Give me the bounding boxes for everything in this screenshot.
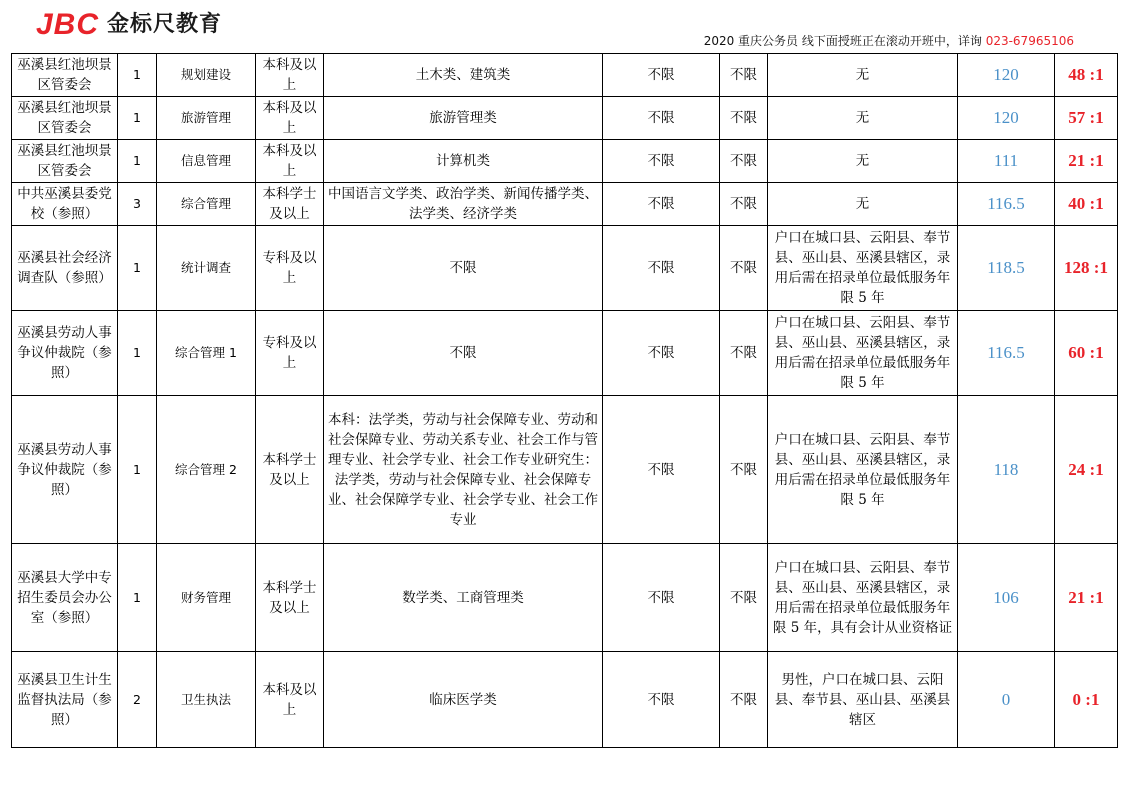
cell-major: 中国语言文学类、政治学类、新闻传播学类、法学类、经济学类 <box>324 183 603 226</box>
cell-count: 1 <box>118 54 157 97</box>
cell-score: 118 <box>958 396 1055 544</box>
cell-position: 统计调查 <box>157 226 256 311</box>
table-row <box>12 226 1118 311</box>
cell-major: 计算机类 <box>324 140 603 183</box>
cell-education: 本科学士及以上 <box>256 183 324 226</box>
cell-major: 临床医学类 <box>324 652 603 748</box>
cell-count: 1 <box>118 226 157 311</box>
cell-position: 信息管理 <box>157 140 256 183</box>
cell-ratio: 0 :1 <box>1055 652 1118 748</box>
cell-ratio: 48 :1 <box>1055 54 1118 97</box>
cell-count: 2 <box>118 652 157 748</box>
cell-major: 本科：法学类，劳动与社会保障专业、劳动和社会保障专业、劳动关系专业、社会工作与管理专业、社会学专业、社会工作专业研究生：法学类，劳动与社会保障专业、社会保障专业、社会保障学专业、社会学专业、社会工作专业 <box>324 396 603 544</box>
cell-degree: 不限 <box>603 544 720 652</box>
cell-degree: 不限 <box>603 140 720 183</box>
cell-ratio: 21 :1 <box>1055 544 1118 652</box>
cell-political: 不限 <box>720 311 768 396</box>
cell-ratio: 21 :1 <box>1055 140 1118 183</box>
cell-position: 旅游管理 <box>157 97 256 140</box>
cell-score: 116.5 <box>958 311 1055 396</box>
cell-count: 3 <box>118 183 157 226</box>
cell-unit: 巫溪县社会经济调查队（参照） <box>12 226 118 311</box>
cell-score: 106 <box>958 544 1055 652</box>
cell-other: 户口在城口县、云阳县、奉节县、巫山县、巫溪县辖区，录用后需在招录单位最低服务年限 5 年 <box>768 226 958 311</box>
cell-education: 本科学士及以上 <box>256 396 324 544</box>
cell-position: 综合管理 2 <box>157 396 256 544</box>
cell-major: 不限 <box>324 311 603 396</box>
cell-score: 116.5 <box>958 183 1055 226</box>
table-row <box>12 396 1118 544</box>
cell-score: 120 <box>958 97 1055 140</box>
cell-major: 数学类、工商管理类 <box>324 544 603 652</box>
cell-count: 1 <box>118 396 157 544</box>
cell-ratio: 128 :1 <box>1055 226 1118 311</box>
cell-count: 1 <box>118 97 157 140</box>
cell-education: 本科及以上 <box>256 54 324 97</box>
logo-mark: JBC <box>36 8 100 41</box>
notice-phone: 023-67965106 <box>985 34 1074 48</box>
cell-political: 不限 <box>720 544 768 652</box>
cell-count: 1 <box>118 311 157 396</box>
enrollment-notice <box>704 32 1074 49</box>
cell-degree: 不限 <box>603 97 720 140</box>
cell-count: 1 <box>118 544 157 652</box>
page-header <box>0 0 1122 50</box>
cell-unit: 巫溪县劳动人事争议仲裁院（参照） <box>12 311 118 396</box>
cell-position: 卫生执法 <box>157 652 256 748</box>
table-row <box>12 652 1118 748</box>
cell-unit: 巫溪县红池坝景区管委会 <box>12 97 118 140</box>
cell-position: 财务管理 <box>157 544 256 652</box>
cell-position: 综合管理 <box>157 183 256 226</box>
cell-other: 户口在城口县、云阳县、奉节县、巫山县、巫溪县辖区，录用后需在招录单位最低服务年限 5 年 <box>768 396 958 544</box>
cell-political: 不限 <box>720 54 768 97</box>
cell-education: 专科及以上 <box>256 226 324 311</box>
cell-degree: 不限 <box>603 183 720 226</box>
cell-major: 旅游管理类 <box>324 97 603 140</box>
cell-other: 无 <box>768 97 958 140</box>
cell-unit: 巫溪县卫生计生监督执法局（参照） <box>12 652 118 748</box>
cell-education: 专科及以上 <box>256 311 324 396</box>
brand-logo <box>36 10 222 40</box>
table-row <box>12 97 1118 140</box>
cell-other: 男性，户口在城口县、云阳县、奉节县、巫山县、巫溪县辖区 <box>768 652 958 748</box>
cell-education: 本科学士及以上 <box>256 544 324 652</box>
cell-ratio: 60 :1 <box>1055 311 1118 396</box>
positions-table <box>11 53 1118 748</box>
cell-education: 本科及以上 <box>256 652 324 748</box>
cell-education: 本科及以上 <box>256 97 324 140</box>
cell-unit: 巫溪县大学中专招生委员会办公室（参照） <box>12 544 118 652</box>
cell-score: 0 <box>958 652 1055 748</box>
table-row <box>12 54 1118 97</box>
cell-other: 无 <box>768 54 958 97</box>
cell-degree: 不限 <box>603 396 720 544</box>
cell-degree: 不限 <box>603 54 720 97</box>
cell-degree: 不限 <box>603 226 720 311</box>
cell-degree: 不限 <box>603 652 720 748</box>
cell-score: 111 <box>958 140 1055 183</box>
cell-unit: 巫溪县红池坝景区管委会 <box>12 54 118 97</box>
table-row <box>12 311 1118 396</box>
cell-major: 不限 <box>324 226 603 311</box>
cell-count: 1 <box>118 140 157 183</box>
cell-unit: 中共巫溪县委党校（参照） <box>12 183 118 226</box>
cell-other: 户口在城口县、云阳县、奉节县、巫山县、巫溪县辖区，录用后需在招录单位最低服务年限 5 年 <box>768 311 958 396</box>
cell-position: 综合管理 1 <box>157 311 256 396</box>
cell-other: 无 <box>768 183 958 226</box>
cell-political: 不限 <box>720 97 768 140</box>
cell-political: 不限 <box>720 140 768 183</box>
cell-political: 不限 <box>720 652 768 748</box>
cell-political: 不限 <box>720 396 768 544</box>
cell-position: 规划建设 <box>157 54 256 97</box>
cell-unit: 巫溪县劳动人事争议仲裁院（参照） <box>12 396 118 544</box>
table-row <box>12 183 1118 226</box>
cell-other: 户口在城口县、云阳县、奉节县、巫山县、巫溪县辖区，录用后需在招录单位最低服务年限 5 年，具有会计从业资格证 <box>768 544 958 652</box>
cell-education: 本科及以上 <box>256 140 324 183</box>
cell-degree: 不限 <box>603 311 720 396</box>
cell-major: 土木类、建筑类 <box>324 54 603 97</box>
notice-text: 2020 重庆公务员 线下面授班正在滚动开班中，详询 <box>703 34 986 48</box>
cell-other: 无 <box>768 140 958 183</box>
cell-ratio: 57 :1 <box>1055 97 1118 140</box>
cell-score: 118.5 <box>958 226 1055 311</box>
cell-score: 120 <box>958 54 1055 97</box>
table-row <box>12 140 1118 183</box>
cell-political: 不限 <box>720 183 768 226</box>
cell-ratio: 24 :1 <box>1055 396 1118 544</box>
cell-unit: 巫溪县红池坝景区管委会 <box>12 140 118 183</box>
logo-text: 金标尺教育 <box>107 12 223 37</box>
cell-political: 不限 <box>720 226 768 311</box>
cell-ratio: 40 :1 <box>1055 183 1118 226</box>
table-row <box>12 544 1118 652</box>
